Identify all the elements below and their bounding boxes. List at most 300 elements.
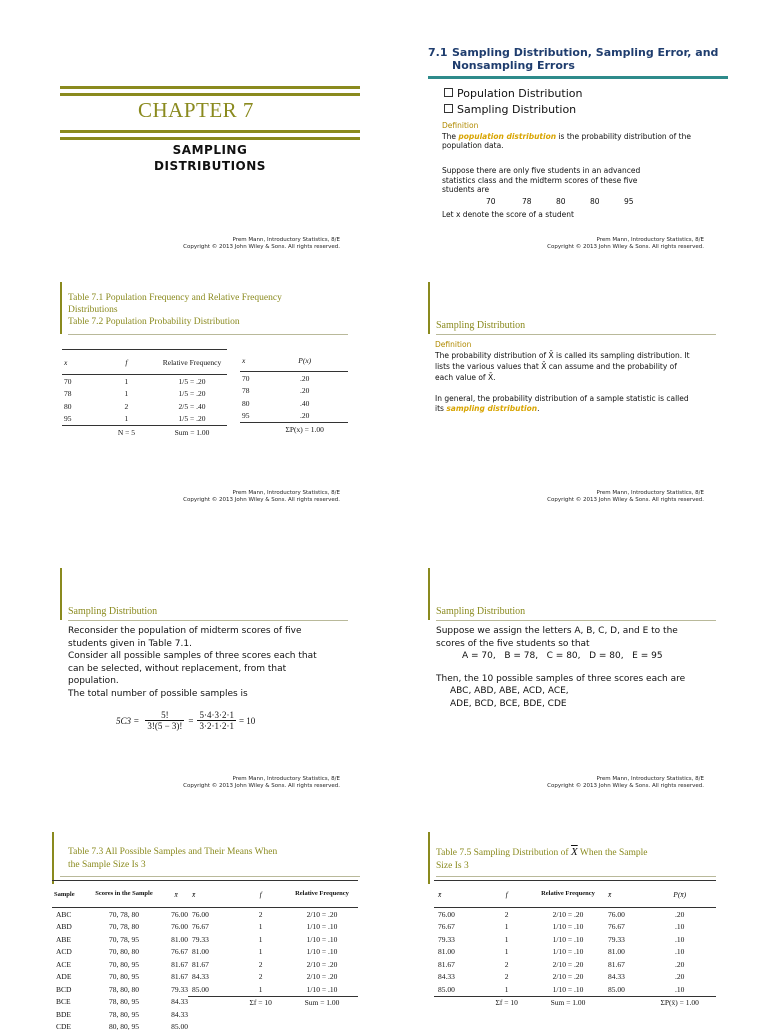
slide-section-7-1 <box>428 20 738 260</box>
combination-formula <box>116 710 255 731</box>
table-cell: 70, 78, 80 <box>84 908 165 921</box>
slide-footer <box>183 776 340 790</box>
table-7-5-probability <box>604 880 716 1009</box>
table-cell: 81.00 <box>434 946 481 959</box>
table-cell: 2 <box>235 908 286 921</box>
slide-sampling-distribution-def <box>428 282 738 522</box>
total-cell: ΣP(x) = 1.00 <box>261 423 348 436</box>
title-rule <box>436 876 716 877</box>
table-cell: BDE <box>52 1008 84 1021</box>
table-row <box>604 933 716 946</box>
table-cell: ADE <box>52 971 84 984</box>
bullet-item <box>444 102 582 118</box>
table-cell: 81.67 <box>434 958 481 971</box>
table-cell: 81.67 <box>188 958 235 971</box>
table-cell: 2 <box>481 971 532 984</box>
col-header: x̄ <box>434 881 481 908</box>
paragraph: Reconsider the population of midterm scores of five students given in Table 7.1. <box>68 625 318 650</box>
slide-left-rule <box>428 832 430 884</box>
table-cell: 2/5 = .40 <box>157 400 227 413</box>
table-cell: 1 <box>235 921 286 934</box>
col-header: Scores in the Sample <box>84 881 165 908</box>
table-cell: BCE <box>52 996 84 1009</box>
total-cell: N = 5 <box>96 426 157 439</box>
table-cell: .20 <box>261 372 348 385</box>
table-cell: .10 <box>643 921 716 934</box>
table-row <box>188 908 358 921</box>
table-cell: ABE <box>52 933 84 946</box>
table-cell: 2 <box>235 958 286 971</box>
table-cell: .20 <box>261 410 348 423</box>
slide-title <box>68 846 277 872</box>
table-cell: 1/10 = .10 <box>286 946 358 959</box>
table-cell: 2/10 = .20 <box>532 971 604 984</box>
slide-body <box>68 625 318 700</box>
table-row <box>188 958 358 971</box>
table-cell: 78 <box>240 385 261 398</box>
fraction-denominator: 3·2·1·2·1 <box>197 720 236 731</box>
table-cell: 80 <box>62 400 96 413</box>
table-cell: 2/10 = .20 <box>532 958 604 971</box>
definition-label: Definition <box>442 121 478 130</box>
sample-list: ABC, ABD, ABE, ACD, ACE, <box>450 685 706 698</box>
slide-title: Sampling Distribution <box>68 606 157 617</box>
table-cell: 2 <box>481 908 532 921</box>
table-cell: 85.00 <box>164 1021 188 1033</box>
slide-footer <box>547 490 704 504</box>
table-cell: 76.67 <box>188 921 235 934</box>
section-title <box>452 46 718 72</box>
section-title-line: Sampling Distribution, Sampling Error, and <box>452 46 718 59</box>
table-cell: 2/10 = .20 <box>532 908 604 921</box>
chapter-heading: CHAPTER 7 <box>138 98 254 123</box>
table-cell: 1 <box>481 933 532 946</box>
let-statement: Let x denote the score of a student <box>442 210 574 219</box>
table-cell: 81.00 <box>604 946 643 959</box>
table-cell: 78, 80, 95 <box>84 996 165 1009</box>
footer-line: Copyright © 2013 John Wiley & Sons. All rights reserved. <box>183 244 340 251</box>
footer-line: Copyright © 2013 John Wiley & Sons. All rights reserved. <box>183 497 340 504</box>
table-cell: 78, 80, 80 <box>84 983 165 996</box>
table-header <box>604 881 716 908</box>
slide-left-rule <box>428 568 430 620</box>
table-cell: ABD <box>52 921 84 934</box>
table-cell: 84.33 <box>164 996 188 1009</box>
table-cell: 1 <box>96 388 157 401</box>
def-pre: The <box>442 132 456 141</box>
table-total-row <box>434 996 604 1009</box>
bullet-text: Population Distribution <box>457 87 582 100</box>
table-cell: 81.67 <box>604 958 643 971</box>
table-row <box>52 1021 188 1033</box>
table-cell: 81.00 <box>188 946 235 959</box>
example-paragraph: Suppose there are only five students in an advanced statistics class and the midterm scores of these five students are <box>442 166 672 195</box>
score-value: 80 <box>556 197 566 206</box>
table-cell: 1 <box>481 983 532 996</box>
title-rule <box>68 334 348 335</box>
table-row <box>240 410 348 423</box>
score-value: 95 <box>624 197 634 206</box>
table-body <box>52 908 188 1033</box>
total-cell: ΣP(x̄) = 1.00 <box>643 996 716 1009</box>
table-cell: 84.33 <box>164 1008 188 1021</box>
fraction <box>145 710 184 731</box>
table-cell: .20 <box>261 385 348 398</box>
table-cell: 1 <box>96 413 157 426</box>
total-cell: Sum = 1.00 <box>532 996 604 1009</box>
definition-label: Definition <box>435 340 471 349</box>
definition-text: The probability distribution of X̄ is called its sampling distribution. It lists the various values that X̄ can assume and the probability of each value of X̄. <box>435 350 697 383</box>
table-row <box>240 372 348 385</box>
table-cell: 80, 80, 95 <box>84 1021 165 1033</box>
table-row <box>604 983 716 996</box>
slide-reconsider-population <box>60 568 370 808</box>
table-cell: 76.67 <box>164 946 188 959</box>
title-rule <box>436 334 716 335</box>
table-cell: 1 <box>481 946 532 959</box>
paragraph: Then, the 10 possible samples of three scores each are <box>436 673 706 686</box>
col-header: x̄ <box>164 881 188 908</box>
table-cell: .10 <box>643 933 716 946</box>
table-cell: 80 <box>240 397 261 410</box>
slide-title <box>68 292 282 328</box>
table-cell: ACD <box>52 946 84 959</box>
slide-footer <box>183 237 340 251</box>
slide-left-rule <box>60 568 62 620</box>
table-cell: 2/10 = .20 <box>286 908 358 921</box>
table-body <box>604 908 716 997</box>
slide-footer <box>547 776 704 790</box>
table-cell: 84.33 <box>604 971 643 984</box>
formula-lhs: 5C3 = <box>116 716 139 726</box>
table-cell: .20 <box>643 971 716 984</box>
col-header: Relative Frequency <box>286 881 358 908</box>
table-cell: 81.67 <box>164 958 188 971</box>
table-cell: 70, 80, 95 <box>84 971 165 984</box>
slide-tables-7-1-7-2 <box>60 282 370 522</box>
table-cell: 76.00 <box>188 908 235 921</box>
table-cell: 70, 80, 95 <box>84 958 165 971</box>
table-row <box>62 388 227 401</box>
general-term: sampling distribution <box>446 404 537 413</box>
subtitle-line: DISTRIBUTIONS <box>100 158 320 174</box>
slide-body <box>436 625 706 710</box>
slide-footer <box>183 490 340 504</box>
table-cell: BCD <box>52 983 84 996</box>
x-bar-symbol: $\overline{X}$ <box>571 846 578 858</box>
general-text: In general, the probability distribution of a sample statistic is called its sampling distribution. <box>435 394 697 414</box>
total-cell: Σf = 10 <box>481 996 532 1009</box>
col-header: x <box>62 350 96 375</box>
title-rule <box>60 876 360 877</box>
footer-line: Copyright © 2013 John Wiley & Sons. All rights reserved. <box>547 783 704 790</box>
table-cell: 76.00 <box>164 908 188 921</box>
accent-bars-bottom <box>60 130 370 140</box>
title-line <box>436 846 647 860</box>
def-term: population distribution <box>458 132 556 141</box>
slide-assign-letters <box>428 568 738 808</box>
table-row <box>434 921 604 934</box>
table-row <box>604 971 716 984</box>
title-pre: Table 7.5 Sampling Distribution of <box>436 848 569 858</box>
table-row <box>240 385 348 398</box>
col-header: Relative Frequency <box>532 881 604 908</box>
footer-line: Prem Mann, Introductory Statistics, 8/E <box>547 237 704 244</box>
table-row <box>62 400 227 413</box>
table-total-row <box>62 426 227 439</box>
section-rule <box>428 76 728 79</box>
letter-assignment: A = 70, B = 78, C = 80, D = 80, E = 95 <box>462 650 706 663</box>
table-cell: .40 <box>261 397 348 410</box>
slide-table-7-5 <box>428 832 728 1024</box>
footer-line: Prem Mann, Introductory Statistics, 8/E <box>547 490 704 497</box>
table-row <box>434 946 604 959</box>
table-row <box>240 397 348 410</box>
table-row <box>434 983 604 996</box>
table-cell: 1/10 = .10 <box>532 983 604 996</box>
fraction-numerator: 5·4·3·2·1 <box>199 710 234 720</box>
table-header <box>188 881 358 908</box>
table-cell: 1/5 = .20 <box>157 413 227 426</box>
total-cell: Sum = 1.00 <box>157 426 227 439</box>
score-value: 80 <box>590 197 600 206</box>
table-row <box>52 983 188 996</box>
table-row <box>604 946 716 959</box>
table-cell: 1/10 = .10 <box>286 983 358 996</box>
table-cell: 84.33 <box>434 971 481 984</box>
table-7-5-frequency <box>434 880 604 1009</box>
col-header: f <box>481 881 532 908</box>
table-row <box>434 933 604 946</box>
section-title-line: Nonsampling Errors <box>452 59 718 72</box>
footer-line: Prem Mann, Introductory Statistics, 8/E <box>183 776 340 783</box>
table-cell: .10 <box>643 983 716 996</box>
fraction-numerator: 5! <box>161 710 169 720</box>
table-row <box>52 933 188 946</box>
table-cell: 81.00 <box>164 933 188 946</box>
table-row <box>604 958 716 971</box>
table-row <box>52 996 188 1009</box>
col-header: P(x̄) <box>643 881 716 908</box>
table-cell: 1 <box>235 983 286 996</box>
col-header: x <box>240 349 261 372</box>
col-header: P(x) <box>261 349 348 372</box>
table-row <box>52 946 188 959</box>
square-bullet-icon <box>444 88 453 97</box>
table-cell: 1/10 = .10 <box>286 921 358 934</box>
accent-bars <box>60 86 370 96</box>
table-cell: 1 <box>481 921 532 934</box>
table-cell: 1 <box>235 933 286 946</box>
slide-table-7-3 <box>52 832 372 1024</box>
table-cell: .10 <box>643 946 716 959</box>
table-row <box>52 908 188 921</box>
table-cell: 2/10 = .20 <box>286 958 358 971</box>
col-header: Relative Frequency <box>157 350 227 375</box>
title-post: When the Sample <box>580 848 648 858</box>
title-line: Size Is 3 <box>436 860 647 873</box>
slide-title: Sampling Distribution <box>436 606 525 617</box>
col-header: f <box>96 350 157 375</box>
table-row <box>62 375 227 388</box>
table-cell: ACE <box>52 958 84 971</box>
table-7-4 <box>188 880 358 1009</box>
table-cell: 1/10 = .10 <box>532 921 604 934</box>
title-line: Table 7.3 All Possible Samples and Their Means When <box>68 846 277 859</box>
table-cell: 79.33 <box>604 933 643 946</box>
general-pre: In general, the probability distribution of a sample statistic is called its <box>435 394 689 413</box>
table-total-row <box>240 423 348 436</box>
square-bullet-icon <box>444 104 453 113</box>
slide-left-rule <box>60 282 62 334</box>
score-value: 70 <box>486 197 496 206</box>
slide-footer <box>547 237 704 251</box>
table-cell: 76.00 <box>604 908 643 921</box>
title-rule <box>68 620 348 621</box>
table-cell: 79.33 <box>188 933 235 946</box>
slide-chapter-title <box>60 20 370 260</box>
slide-title <box>436 846 647 873</box>
table-body <box>62 375 227 426</box>
table-cell: 76.67 <box>434 921 481 934</box>
definition-text <box>442 132 712 150</box>
table-cell: .20 <box>643 958 716 971</box>
bullet-item <box>444 86 582 102</box>
table-cell: 95 <box>240 410 261 423</box>
table-cell: 1 <box>235 946 286 959</box>
slide-title: Sampling Distribution <box>436 320 525 331</box>
footer-line: Copyright © 2013 John Wiley & Sons. All rights reserved. <box>547 497 704 504</box>
col-header: Sample <box>52 881 84 908</box>
table-body <box>240 372 348 423</box>
table-cell: 79.33 <box>164 983 188 996</box>
title-line: Table 7.2 Population Probability Distribution <box>68 316 282 328</box>
table-cell: 79.33 <box>434 933 481 946</box>
table-row <box>188 946 358 959</box>
title-rule <box>436 620 716 621</box>
table-cell: ABC <box>52 908 84 921</box>
total-cell: Σf = 10 <box>235 996 286 1009</box>
col-header: f <box>235 881 286 908</box>
table-row <box>52 921 188 934</box>
table-cell: 1/10 = .10 <box>532 946 604 959</box>
table-7-1 <box>62 349 227 439</box>
table-header <box>434 881 604 908</box>
equals-sign: = <box>188 716 193 726</box>
section-number: 7.1 <box>428 46 448 59</box>
table-cell: 81.67 <box>164 971 188 984</box>
def-post: is the probability distribution of the population data. <box>442 132 691 150</box>
table-row <box>52 971 188 984</box>
table-cell: 1/10 = .10 <box>532 933 604 946</box>
table-cell: 78, 80, 95 <box>84 1008 165 1021</box>
table-cell: 1/5 = .20 <box>157 388 227 401</box>
fraction <box>197 710 236 731</box>
footer-line: Copyright © 2013 John Wiley & Sons. All rights reserved. <box>547 244 704 251</box>
table-cell: 70, 78, 80 <box>84 921 165 934</box>
table-cell: 2 <box>96 400 157 413</box>
bullet-list <box>444 86 582 118</box>
table-header <box>240 349 348 372</box>
title-line: Distributions <box>68 304 282 316</box>
table-body <box>434 908 604 997</box>
table-row <box>52 958 188 971</box>
table-body <box>188 908 358 997</box>
slide-left-rule <box>52 832 54 884</box>
table-cell: 1 <box>96 375 157 388</box>
table-header <box>52 881 188 908</box>
fraction-denominator: 3!(5 − 3)! <box>145 720 184 731</box>
table-row <box>188 983 358 996</box>
table-total-row <box>188 996 358 1009</box>
table-cell: 70 <box>240 372 261 385</box>
table-7-3 <box>52 880 188 1033</box>
table-cell: 78 <box>62 388 96 401</box>
table-row <box>434 971 604 984</box>
col-header: x̄ <box>604 881 643 908</box>
table-row <box>604 921 716 934</box>
formula-result: = 10 <box>239 716 255 726</box>
chapter-subtitle <box>100 142 320 174</box>
bullet-text: Sampling Distribution <box>457 103 576 116</box>
paragraph: Consider all possible samples of three scores each that can be selected, without replacement, from that population. <box>68 650 318 688</box>
table-cell: 85.00 <box>188 983 235 996</box>
table-cell: CDE <box>52 1021 84 1033</box>
table-cell: 1/5 = .20 <box>157 375 227 388</box>
table-row <box>188 933 358 946</box>
table-cell: 2/10 = .20 <box>286 971 358 984</box>
table-cell: 70 <box>62 375 96 388</box>
title-line: the Sample Size Is 3 <box>68 859 277 872</box>
table-cell: 76.67 <box>604 921 643 934</box>
table-cell: 2 <box>235 971 286 984</box>
table-cell: 84.33 <box>188 971 235 984</box>
paragraph: The total number of possible samples is <box>68 688 318 701</box>
score-value: 78 <box>522 197 532 206</box>
table-cell: 95 <box>62 413 96 426</box>
table-cell: 70, 78, 95 <box>84 933 165 946</box>
footer-line: Prem Mann, Introductory Statistics, 8/E <box>183 237 340 244</box>
table-row <box>188 921 358 934</box>
table-row <box>52 1008 188 1021</box>
table-cell: 76.00 <box>164 921 188 934</box>
footer-line: Prem Mann, Introductory Statistics, 8/E <box>183 490 340 497</box>
table-cell: 2 <box>481 958 532 971</box>
table-row <box>604 908 716 921</box>
subtitle-line: SAMPLING <box>100 142 320 158</box>
slide-left-rule <box>428 282 430 334</box>
footer-line: Copyright © 2013 John Wiley & Sons. All rights reserved. <box>183 783 340 790</box>
title-line: Table 7.1 Population Frequency and Relative Frequency <box>68 292 282 304</box>
table-cell: 1/10 = .10 <box>286 933 358 946</box>
table-cell: .20 <box>643 908 716 921</box>
table-row <box>434 908 604 921</box>
col-header: x̄ <box>188 881 235 908</box>
table-row <box>434 958 604 971</box>
footer-line: Prem Mann, Introductory Statistics, 8/E <box>547 776 704 783</box>
table-header <box>62 350 227 375</box>
table-cell: 76.00 <box>434 908 481 921</box>
table-7-2 <box>240 349 348 436</box>
table-cell: 85.00 <box>434 983 481 996</box>
total-cell: Sum = 1.00 <box>286 996 358 1009</box>
table-row <box>188 971 358 984</box>
paragraph: Suppose we assign the letters A, B, C, D, and E to the scores of the five students so that <box>436 625 706 650</box>
sample-list: ADE, BCD, BCE, BDE, CDE <box>450 698 706 711</box>
table-cell: 70, 80, 80 <box>84 946 165 959</box>
table-total-row <box>604 996 716 1009</box>
table-row <box>62 413 227 426</box>
